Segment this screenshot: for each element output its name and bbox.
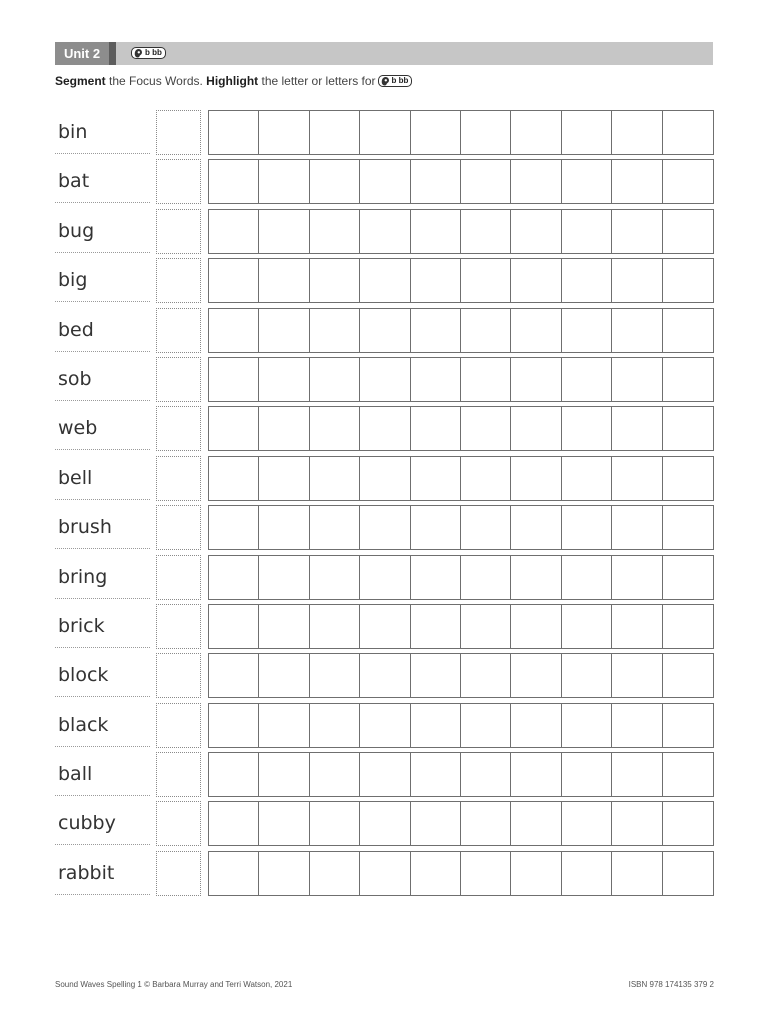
sound-count-box[interactable] [156,604,201,649]
segment-box[interactable] [259,259,309,302]
segment-box[interactable] [310,753,360,796]
segment-box[interactable] [360,802,410,845]
segment-box[interactable] [612,358,662,401]
segment-box[interactable] [360,852,410,895]
segment-box[interactable] [612,852,662,895]
segment-box[interactable] [511,457,561,500]
focus-word: bell [55,454,150,500]
segment-box[interactable] [259,210,309,253]
segment-box[interactable] [411,654,461,697]
segment-box[interactable] [663,852,713,895]
segment-box[interactable] [562,605,612,648]
instruction-text [55,74,412,88]
segment-box[interactable] [562,160,612,203]
ear-sound-icon [131,47,166,59]
segment-box[interactable] [411,111,461,154]
segment-box[interactable] [612,753,662,796]
word-row [55,355,715,404]
segment-boxes [208,406,714,451]
segment-box[interactable] [562,259,612,302]
focus-word: rabbit [55,849,150,895]
segment-box[interactable] [209,309,259,352]
segment-box[interactable] [663,111,713,154]
focus-word: ball [55,750,150,796]
segment-box[interactable] [612,457,662,500]
segment-box[interactable] [511,556,561,599]
segment-box[interactable] [209,407,259,450]
segment-box[interactable] [511,210,561,253]
sound-count-box[interactable] [156,159,201,204]
segment-box[interactable] [411,309,461,352]
segment-box[interactable] [562,654,612,697]
focus-word: sob [55,355,150,401]
segment-boxes [208,653,714,698]
segment-box[interactable] [612,654,662,697]
segment-box[interactable] [461,210,511,253]
focus-word: bed [55,306,150,352]
segment-box[interactable] [259,605,309,648]
segment-box[interactable] [259,802,309,845]
segment-box[interactable] [360,210,410,253]
segment-box[interactable] [511,704,561,747]
segment-box[interactable] [663,506,713,549]
segment-box[interactable] [612,506,662,549]
segment-box[interactable] [562,111,612,154]
focus-word: brick [55,602,150,648]
word-row [55,404,715,453]
segment-box[interactable] [411,753,461,796]
segment-box[interactable] [209,358,259,401]
sound-count-box[interactable] [156,752,201,797]
focus-word: bin [55,108,150,154]
sound-count-box[interactable] [156,209,201,254]
segment-box[interactable] [411,407,461,450]
segment-box[interactable] [360,259,410,302]
word-row [55,651,715,700]
word-row [55,306,715,355]
sound-count-box[interactable] [156,801,201,846]
ear-icon [133,48,143,58]
segment-box[interactable] [360,506,410,549]
segment-box[interactable] [562,309,612,352]
segment-boxes [208,308,714,353]
segment-box[interactable] [360,160,410,203]
segment-box[interactable] [511,654,561,697]
segment-boxes [208,851,714,896]
segment-box[interactable] [411,605,461,648]
segment-box[interactable] [360,753,410,796]
segment-box[interactable] [461,704,511,747]
segment-box[interactable] [360,358,410,401]
segment-box[interactable] [461,506,511,549]
segment-box[interactable] [310,506,360,549]
segment-box[interactable] [461,556,511,599]
segment-box[interactable] [511,852,561,895]
segment-boxes [208,604,714,649]
segment-box[interactable] [461,605,511,648]
segment-box[interactable] [310,111,360,154]
segment-box[interactable] [411,506,461,549]
segment-box[interactable] [562,506,612,549]
segment-box[interactable] [209,111,259,154]
unit-label: Unit 2 [55,42,109,65]
segment-box[interactable] [461,259,511,302]
segment-boxes [208,357,714,402]
segment-box[interactable] [411,358,461,401]
segment-box[interactable] [209,160,259,203]
segment-box[interactable] [259,358,309,401]
sound-count-box[interactable] [156,653,201,698]
segment-box[interactable] [461,852,511,895]
segment-box[interactable] [259,457,309,500]
segment-box[interactable] [461,309,511,352]
sound-count-box[interactable] [156,308,201,353]
segment-box[interactable] [209,210,259,253]
segment-box[interactable] [360,407,410,450]
sound-count-box[interactable] [156,456,201,501]
segment-box[interactable] [259,160,309,203]
sound-pattern-label: b bb [391,75,409,85]
focus-word: cubby [55,799,150,845]
segment-box[interactable] [209,506,259,549]
segment-box[interactable] [663,605,713,648]
segment-box[interactable] [511,259,561,302]
segment-box[interactable] [511,605,561,648]
segment-box[interactable] [461,457,511,500]
word-row [55,157,715,206]
word-row [55,799,715,848]
segment-box[interactable] [511,753,561,796]
segment-boxes [208,456,714,501]
segment-box[interactable] [612,704,662,747]
segment-box[interactable] [663,160,713,203]
sound-pattern-label: b bb [145,48,162,57]
word-row [55,701,715,750]
segment-box[interactable] [663,210,713,253]
footer-copyright: Sound Waves Spelling 1 © Barbara Murray and Terri Watson, 2021 [55,980,293,989]
segment-box[interactable] [411,802,461,845]
ear-sound-icon [378,75,413,87]
segment-box[interactable] [411,160,461,203]
segment-box[interactable] [259,654,309,697]
segment-box[interactable] [663,358,713,401]
segment-box[interactable] [360,704,410,747]
segment-box[interactable] [663,309,713,352]
segment-box[interactable] [209,259,259,302]
segment-box[interactable] [360,309,410,352]
segment-box[interactable] [612,407,662,450]
footer-isbn: ISBN 978 174135 379 2 [628,980,714,989]
segment-box[interactable] [259,407,309,450]
segment-box[interactable] [461,802,511,845]
segment-box[interactable] [310,556,360,599]
segment-box[interactable] [663,753,713,796]
segment-box[interactable] [209,654,259,697]
focus-word: brush [55,503,150,549]
segment-boxes [208,703,714,748]
segment-box[interactable] [411,457,461,500]
segment-box[interactable] [612,802,662,845]
segment-box[interactable] [461,654,511,697]
segment-box[interactable] [310,704,360,747]
segment-box[interactable] [310,160,360,203]
instruction-verb-highlight: Highlight [206,74,259,88]
segment-box[interactable] [360,605,410,648]
segment-box[interactable] [360,556,410,599]
sound-count-box[interactable] [156,505,201,550]
segment-box[interactable] [562,852,612,895]
segment-boxes [208,801,714,846]
focus-word: black [55,701,150,747]
segment-box[interactable] [612,605,662,648]
sound-count-box[interactable] [156,406,201,451]
segment-box[interactable] [612,259,662,302]
word-row [55,553,715,602]
segment-box[interactable] [310,210,360,253]
segment-boxes [208,505,714,550]
sound-count-box[interactable] [156,851,201,896]
segment-box[interactable] [562,358,612,401]
segment-box[interactable] [209,802,259,845]
segment-box[interactable] [511,309,561,352]
ear-icon [380,76,390,86]
segment-box[interactable] [612,556,662,599]
segment-box[interactable] [461,753,511,796]
segment-box[interactable] [511,506,561,549]
focus-word: big [55,256,150,302]
segment-box[interactable] [562,704,612,747]
word-row [55,849,715,898]
segment-boxes [208,752,714,797]
word-row [55,454,715,503]
segment-box[interactable] [411,852,461,895]
segment-box[interactable] [209,457,259,500]
segment-box[interactable] [209,704,259,747]
segment-box[interactable] [310,852,360,895]
segment-box[interactable] [209,605,259,648]
segment-box[interactable] [562,210,612,253]
segment-box[interactable] [360,654,410,697]
segment-box[interactable] [259,753,309,796]
segment-boxes [208,555,714,600]
sound-count-box[interactable] [156,703,201,748]
segment-box[interactable] [310,654,360,697]
segment-box[interactable] [310,802,360,845]
segment-box[interactable] [411,556,461,599]
segment-boxes [208,159,714,204]
segment-boxes [208,110,714,155]
sound-count-box[interactable] [156,258,201,303]
segment-box[interactable] [360,457,410,500]
segment-box[interactable] [209,556,259,599]
segment-box[interactable] [663,802,713,845]
segment-box[interactable] [461,358,511,401]
word-row [55,108,715,157]
segment-boxes [208,209,714,254]
segment-box[interactable] [612,160,662,203]
instruction-text-part-2: the letter or letters for [258,74,376,88]
word-row [55,207,715,256]
segment-box[interactable] [310,407,360,450]
segment-box[interactable] [612,210,662,253]
segment-box[interactable] [511,111,561,154]
focus-word: bring [55,553,150,599]
focus-word: block [55,651,150,697]
segment-box[interactable] [562,753,612,796]
segment-boxes [208,258,714,303]
segment-box[interactable] [562,407,612,450]
segment-box[interactable] [612,111,662,154]
focus-word: web [55,404,150,450]
unit-tab-edge [109,42,116,65]
segment-box[interactable] [259,506,309,549]
segment-box[interactable] [511,358,561,401]
segment-box[interactable] [411,259,461,302]
segment-box[interactable] [461,160,511,203]
word-rows [55,108,715,898]
segment-box[interactable] [259,556,309,599]
focus-word: bat [55,157,150,203]
segment-box[interactable] [562,802,612,845]
word-row [55,256,715,305]
segment-box[interactable] [259,852,309,895]
word-row [55,503,715,552]
segment-box[interactable] [461,407,511,450]
segment-box[interactable] [310,457,360,500]
segment-box[interactable] [612,309,662,352]
segment-box[interactable] [663,704,713,747]
segment-box[interactable] [511,407,561,450]
sound-count-box[interactable] [156,110,201,155]
segment-box[interactable] [663,556,713,599]
segment-box[interactable] [310,309,360,352]
word-row [55,750,715,799]
segment-box[interactable] [209,753,259,796]
sound-count-box[interactable] [156,357,201,402]
segment-box[interactable] [209,852,259,895]
segment-box[interactable] [663,407,713,450]
segment-box[interactable] [562,556,612,599]
segment-box[interactable] [511,802,561,845]
segment-box[interactable] [411,210,461,253]
segment-box[interactable] [259,309,309,352]
segment-box[interactable] [663,654,713,697]
sound-count-box[interactable] [156,555,201,600]
unit-header-bar [55,42,713,65]
instruction-text-part-1: the Focus Words. [105,74,207,88]
focus-word: bug [55,207,150,253]
instruction-verb-segment: Segment [55,74,106,88]
segment-box[interactable] [259,704,309,747]
segment-box[interactable] [663,457,713,500]
segment-box[interactable] [562,457,612,500]
segment-box[interactable] [259,111,309,154]
word-row [55,602,715,651]
segment-box[interactable] [310,259,360,302]
segment-box[interactable] [461,111,511,154]
segment-box[interactable] [411,704,461,747]
segment-box[interactable] [663,259,713,302]
segment-box[interactable] [310,605,360,648]
segment-box[interactable] [511,160,561,203]
segment-box[interactable] [360,111,410,154]
segment-box[interactable] [310,358,360,401]
